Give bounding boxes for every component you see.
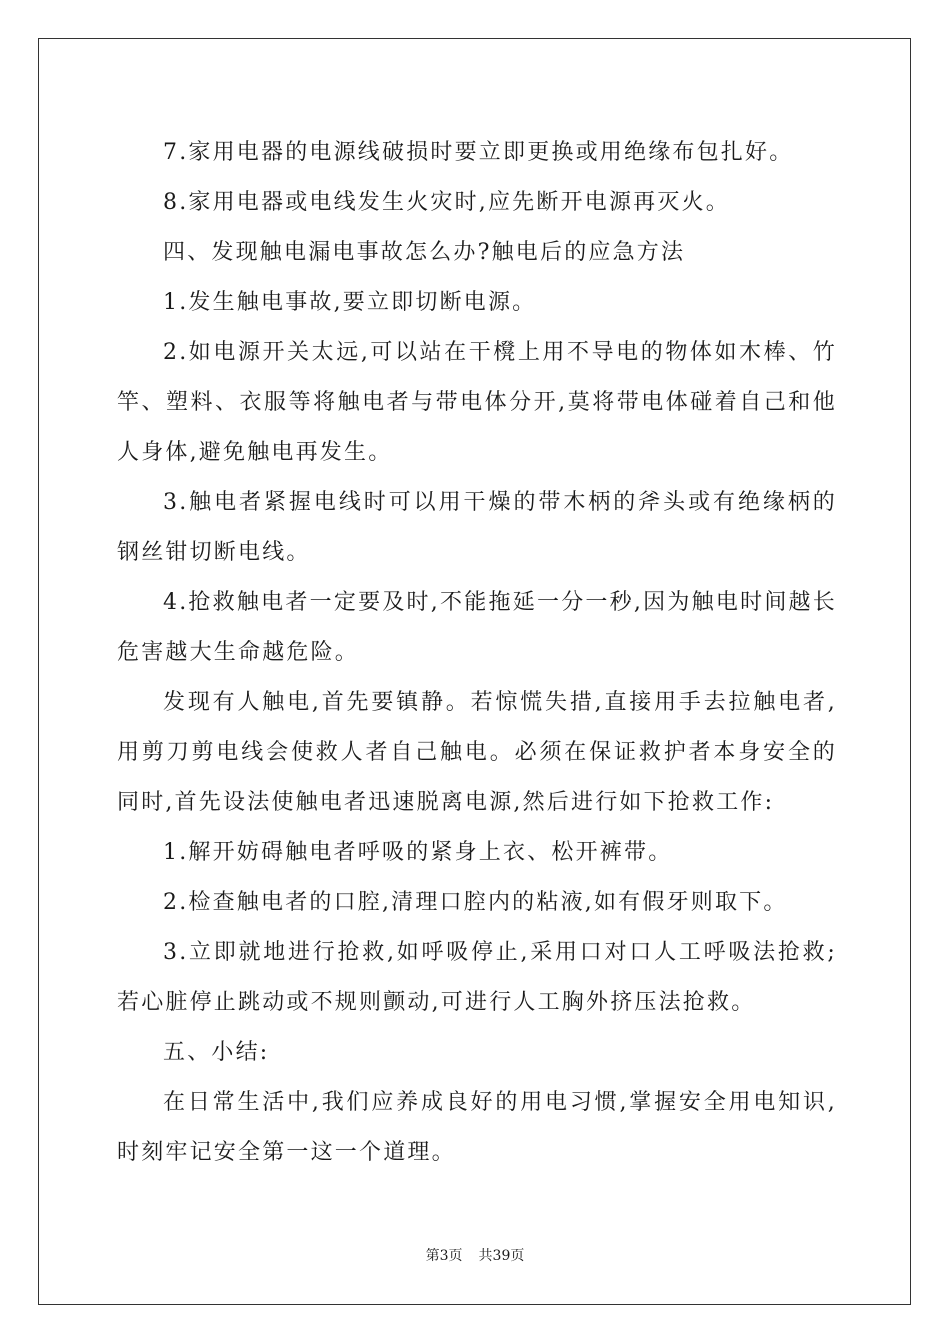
paragraph: 7.家用电器的电源线破损时要立即更换或用绝缘布包扎好。: [163, 140, 794, 165]
section-heading: 五、小结:: [163, 1040, 270, 1065]
paragraph: 2.检查触电者的口腔,清理口腔内的粘液,如有假牙则取下。: [163, 890, 788, 915]
paragraph: 发现有人触电,首先要镇静。若惊慌失措,直接用手去拉触电者,用剪刀剪电线会使救人者自己触电。必须在保证救护者本身安全的同时,首先设法使触电者迅速脱离电源,然后进行如下抢救工作:: [117, 690, 837, 815]
document-body: [117, 128, 837, 1178]
paragraph: 2.如电源开关太远,可以站在干櫈上用不导电的物体如木棒、竹竿、塑料、衣服等将触电者与带电体分开,莫将带电体碰着自己和他人身体,避免触电再发生。: [117, 340, 837, 465]
paragraph: 1.发生触电事故,要立即切断电源。: [163, 290, 537, 315]
page-footer: [0, 1245, 950, 1265]
paragraph: 4.抢救触电者一定要及时,不能拖延一分一秒,因为触电时间越长危害越大生命越危险。: [117, 590, 837, 665]
page-total: 共39页: [478, 1248, 525, 1264]
paragraph: 在日常生活中,我们应养成良好的用电习惯,掌握安全用电知识,时刻牢记安全第一这一个道理。: [117, 1090, 837, 1165]
paragraph: 1.解开妨碍触电者呼吸的紧身上衣、松开裤带。: [163, 840, 673, 865]
paragraph: 3.立即就地进行抢救,如呼吸停止,采用口对口人工呼吸法抢救;若心脏停止跳动或不规则颤动,可进行人工胸外挤压法抢救。: [117, 940, 837, 1015]
page-number: 第3页: [425, 1248, 463, 1264]
paragraph: 8.家用电器或电线发生火灾时,应先断开电源再灭火。: [163, 190, 730, 215]
section-heading: 四、发现触电漏电事故怎么办?触电后的应急方法: [163, 240, 686, 265]
paragraph: 3.触电者紧握电线时可以用干燥的带木柄的斧头或有绝缘柄的钢丝钳切断电线。: [117, 490, 837, 565]
